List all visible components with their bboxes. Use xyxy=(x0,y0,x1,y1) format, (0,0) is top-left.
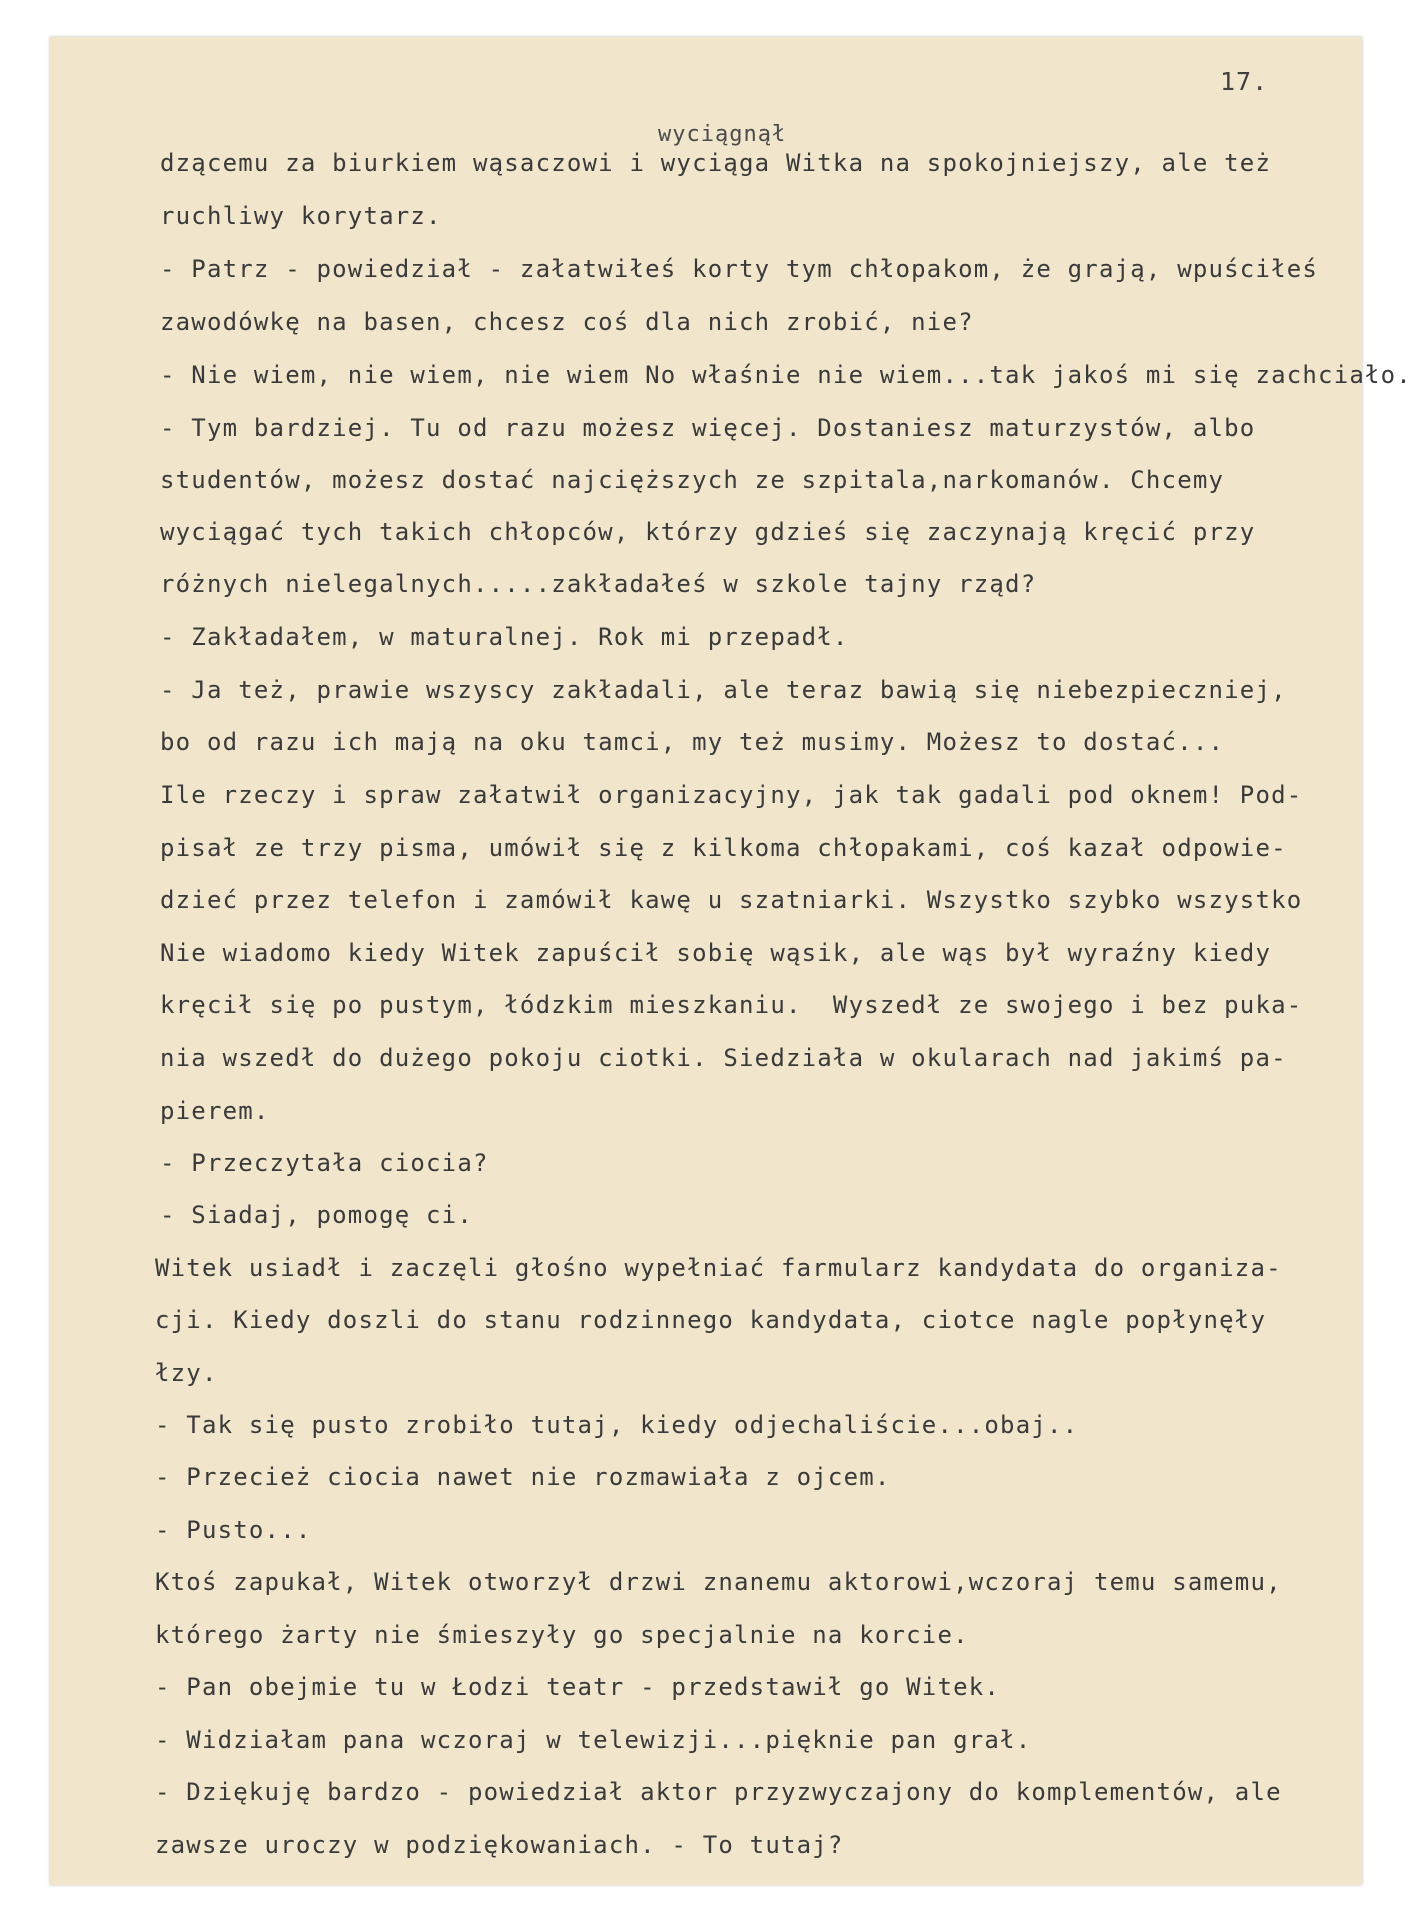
text-line: Ile rzeczy i spraw załatwił organizacyjny, jak tak gadali pod oknem! Pod- xyxy=(160,781,1303,809)
text-line: pierem. xyxy=(160,1097,270,1125)
text-line: - Nie wiem, nie wiem, nie wiem No właśnie nie wiem...tak jakoś mi się zachciało. xyxy=(160,361,1412,389)
text-line: wyciągać tych takich chłopców, którzy gdzieś się zaczynają kręcić przy xyxy=(160,518,1256,546)
text-line: - Widziałam pana wczoraj w telewizji...pięknie pan grał. xyxy=(155,1726,1032,1754)
text-line: Witek usiadł i zaczęli głośno wypełniać farmularz kandydata do organiza- xyxy=(155,1254,1282,1282)
text-line: - Tym bardziej. Tu od razu możesz więcej. Dostaniesz maturzystów, albo xyxy=(160,414,1256,442)
text-line: kręcił się po pustym, łódzkim mieszkaniu. Wyszedł ze swojego i bez puka- xyxy=(160,991,1303,1019)
text-line: zawodówkę na basen, chcesz coś dla nich zrobić, nie? xyxy=(160,308,974,336)
page-number: 17. xyxy=(1220,67,1269,96)
text-line: Ktoś zapukał, Witek otworzył drzwi znanemu aktorowi,wczoraj temu samemu, xyxy=(155,1568,1282,1596)
handwritten-insertion: wyciągnął xyxy=(658,122,787,147)
text-line: - Pan obejmie tu w Łodzi teatr - przedstawił go Witek. xyxy=(155,1673,1001,1701)
text-line: - Dziękuję bardzo - powiedział aktor przyzwyczajony do komplementów, ale xyxy=(155,1778,1282,1806)
text-line: - Przeczytała ciocia? xyxy=(160,1149,489,1177)
text-line: różnych nielegalnych.....zakładałeś w szkole tajny rząd? xyxy=(160,570,1037,598)
text-line: Nie wiadomo kiedy Witek zapuścił sobię wąsik, ale wąs był wyraźny kiedy xyxy=(160,939,1272,967)
text-line: - Ja też, prawie wszyscy zakładali, ale teraz bawią się niebezpieczniej, xyxy=(160,676,1287,704)
text-line: dzącemu za biurkiem wąsaczowi i wyciąga Witka na spokojniejszy, ale też xyxy=(160,149,1272,177)
text-line: zawsze uroczy w podziękowaniach. - To tutaj? xyxy=(155,1831,844,1859)
text-line: studentów, możesz dostać najcięższych ze szpitala,narkomanów. Chcemy xyxy=(160,466,1225,494)
text-line: pisał ze trzy pisma, umówił się z kilkoma chłopakami, coś kazał odpowie- xyxy=(160,834,1287,862)
text-line: bo od razu ich mają na oku tamci, my też musimy. Możesz to dostać... xyxy=(160,728,1225,756)
text-line: ruchliwy korytarz. xyxy=(160,202,442,230)
text-line: łzy. xyxy=(155,1359,218,1387)
text-line: którego żarty nie śmieszyły go specjalnie na korcie. xyxy=(155,1621,969,1649)
text-line: - Tak się pusto zrobiło tutaj, kiedy odjechaliście...obaj.. xyxy=(155,1411,1079,1439)
text-line: - Zakładałem, w maturalnej. Rok mi przepadł. xyxy=(160,623,849,651)
text-line: - Przecież ciocia nawet nie rozmawiała z ojcem. xyxy=(155,1463,891,1491)
text-line: nia wszedł do dużego pokoju ciotki. Siedziała w okularach nad jakimś pa- xyxy=(160,1044,1287,1072)
text-line: dzieć przez telefon i zamówił kawę u szatniarki. Wszystko szybko wszystko xyxy=(160,886,1303,914)
text-line: - Siadaj, pomogę ci. xyxy=(160,1201,473,1229)
text-line: - Pusto... xyxy=(155,1516,312,1544)
text-line: cji. Kiedy doszli do stanu rodzinnego kandydata, ciotce nagle popłynęły xyxy=(155,1306,1267,1334)
text-line: - Patrz - powiedział - załatwiłeś korty tym chłopakom, że grają, wpuściłeś xyxy=(160,255,1319,283)
